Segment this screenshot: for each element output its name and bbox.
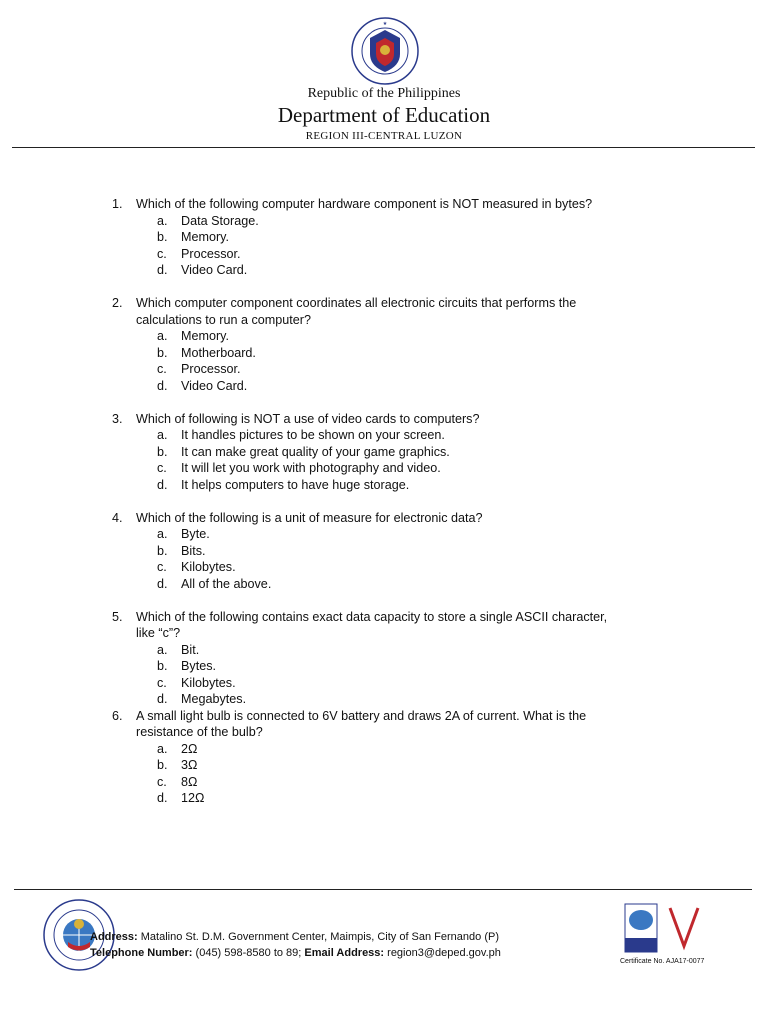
option-b xyxy=(136,444,656,461)
option-letter: b. xyxy=(157,230,168,244)
option-a xyxy=(136,427,656,444)
option-text: Bytes. xyxy=(181,659,216,673)
option-text: Kilobytes. xyxy=(181,675,236,690)
option-text: It can make great quality of your game graphics. xyxy=(181,444,450,459)
header-divider xyxy=(12,147,755,148)
option-b xyxy=(136,543,656,560)
option-list xyxy=(136,213,656,279)
address-value: Matalino St. D.M. Government Center, Maimpis, City of San Fernando (P) xyxy=(137,931,499,943)
option-letter: a. xyxy=(157,213,168,228)
option-letter: c. xyxy=(157,461,167,475)
option-letter: d. xyxy=(157,576,168,591)
question-text: Which of following is NOT a use of video cards to computers? xyxy=(136,411,480,426)
option-text: Processor. xyxy=(181,246,241,261)
question-text: A small light bulb is connected to 6V battery and draws 2A of current. What is the xyxy=(136,708,587,723)
option-letter: a. xyxy=(157,329,168,343)
option-text: Processor. xyxy=(181,362,241,376)
contact-line xyxy=(90,946,501,962)
option-c xyxy=(136,675,656,692)
option-letter: c. xyxy=(157,675,167,690)
question-number: 4. xyxy=(112,510,123,525)
question-text: Which of the following computer hardware component is NOT measured in bytes? xyxy=(136,197,593,211)
option-list xyxy=(136,642,656,708)
option-text: Byte. xyxy=(181,527,210,541)
option-list xyxy=(136,427,656,493)
option-a xyxy=(136,328,656,345)
option-d xyxy=(136,378,656,395)
option-letter: c. xyxy=(157,560,167,574)
option-letter: c. xyxy=(157,774,167,789)
option-d xyxy=(136,477,656,494)
option-c xyxy=(136,361,656,378)
option-text: 3Ω xyxy=(181,758,198,772)
option-b xyxy=(136,757,656,774)
option-text: Bits. xyxy=(181,543,206,558)
question-2 xyxy=(0,295,656,394)
svg-text:★: ★ xyxy=(382,21,388,27)
option-letter: a. xyxy=(157,642,168,657)
option-text: Video Card. xyxy=(181,263,248,277)
option-d xyxy=(136,790,656,807)
option-text: All of the above. xyxy=(181,576,272,591)
option-text: Memory. xyxy=(181,230,230,244)
option-letter: d. xyxy=(157,477,168,492)
option-c xyxy=(136,774,656,791)
option-letter: b. xyxy=(157,543,168,558)
republic-line: Republic of the Philippines xyxy=(307,86,461,101)
option-text: Memory. xyxy=(181,329,230,343)
question-text: Which computer component coordinates all electronic circuits that performs the xyxy=(136,296,577,310)
option-letter: b. xyxy=(157,758,168,772)
option-list xyxy=(136,741,656,807)
option-letter: d. xyxy=(157,263,168,277)
option-letter: a. xyxy=(157,428,168,442)
phone-value: (045) 598-8580 to 89; xyxy=(192,946,305,959)
question-6 xyxy=(0,708,656,807)
option-text: It will let you work with photography and video. xyxy=(181,461,441,475)
question-number: 3. xyxy=(112,411,123,426)
option-a xyxy=(136,741,656,758)
option-a xyxy=(136,213,656,230)
option-letter: d. xyxy=(157,791,168,805)
option-letter: b. xyxy=(157,345,168,360)
question-text: calculations to run a computer? xyxy=(136,312,312,327)
region-line: REGION III-CENTRAL LUZON xyxy=(305,130,463,142)
option-text: Bit. xyxy=(181,642,200,657)
option-text: Video Card. xyxy=(181,378,248,393)
option-letter: c. xyxy=(157,362,167,376)
option-text: Kilobytes. xyxy=(181,560,236,574)
option-b xyxy=(136,229,656,246)
option-text: 12Ω xyxy=(181,791,205,805)
option-letter: b. xyxy=(157,444,168,459)
address-label: Address: xyxy=(90,931,138,943)
question-number: 5. xyxy=(112,609,123,624)
option-c xyxy=(136,246,656,263)
email-label: Email Address: xyxy=(304,946,385,959)
department-title: Department of Education xyxy=(277,103,491,127)
question-text: resistance of the bulb? xyxy=(136,725,263,739)
option-text: It handles pictures to be shown on your screen. xyxy=(181,428,445,442)
option-letter: d. xyxy=(157,378,168,393)
option-c xyxy=(136,460,656,477)
question-list xyxy=(0,196,768,807)
question-number: 1. xyxy=(112,197,123,211)
deped-seal-icon xyxy=(350,16,420,86)
option-letter: a. xyxy=(157,527,168,541)
question-text: Which of the following is a unit of measure for electronic data? xyxy=(136,510,483,525)
question-number: 2. xyxy=(112,296,123,310)
option-letter: d. xyxy=(157,692,168,706)
certificate-number: Certificate No. AJA17-0077 xyxy=(620,958,705,965)
option-b xyxy=(136,658,656,675)
question-4 xyxy=(0,510,656,593)
option-d xyxy=(136,576,656,593)
option-text: Motherboard. xyxy=(181,345,256,360)
option-text: 8Ω xyxy=(181,774,198,789)
address-line xyxy=(90,930,501,946)
question-number: 6. xyxy=(112,708,123,723)
option-text: Data Storage. xyxy=(181,213,259,228)
option-a xyxy=(136,526,656,543)
option-letter: c. xyxy=(157,246,167,261)
email-value: region3@deped.gov.ph xyxy=(384,946,501,959)
option-d xyxy=(136,691,656,708)
footer-contact xyxy=(90,930,501,961)
option-c xyxy=(136,559,656,576)
option-text: 2Ω xyxy=(181,741,198,756)
option-d xyxy=(136,262,656,279)
document-header xyxy=(0,0,768,152)
phone-label: Telephone Number: xyxy=(90,946,193,959)
option-text: Megabytes. xyxy=(181,692,247,706)
option-b xyxy=(136,345,656,362)
question-5 xyxy=(0,609,656,708)
option-a xyxy=(136,642,656,659)
option-list xyxy=(136,328,656,394)
option-letter: b. xyxy=(157,659,168,673)
footer-divider xyxy=(14,889,752,890)
option-letter: a. xyxy=(157,741,168,756)
option-text: It helps computers to have huge storage. xyxy=(181,477,410,492)
question-3 xyxy=(0,411,656,494)
question-text: Which of the following contains exact data capacity to store a single ASCII character, xyxy=(136,609,608,624)
question-text: like “c”? xyxy=(136,626,181,640)
question-1 xyxy=(0,196,656,279)
option-list xyxy=(136,526,656,592)
